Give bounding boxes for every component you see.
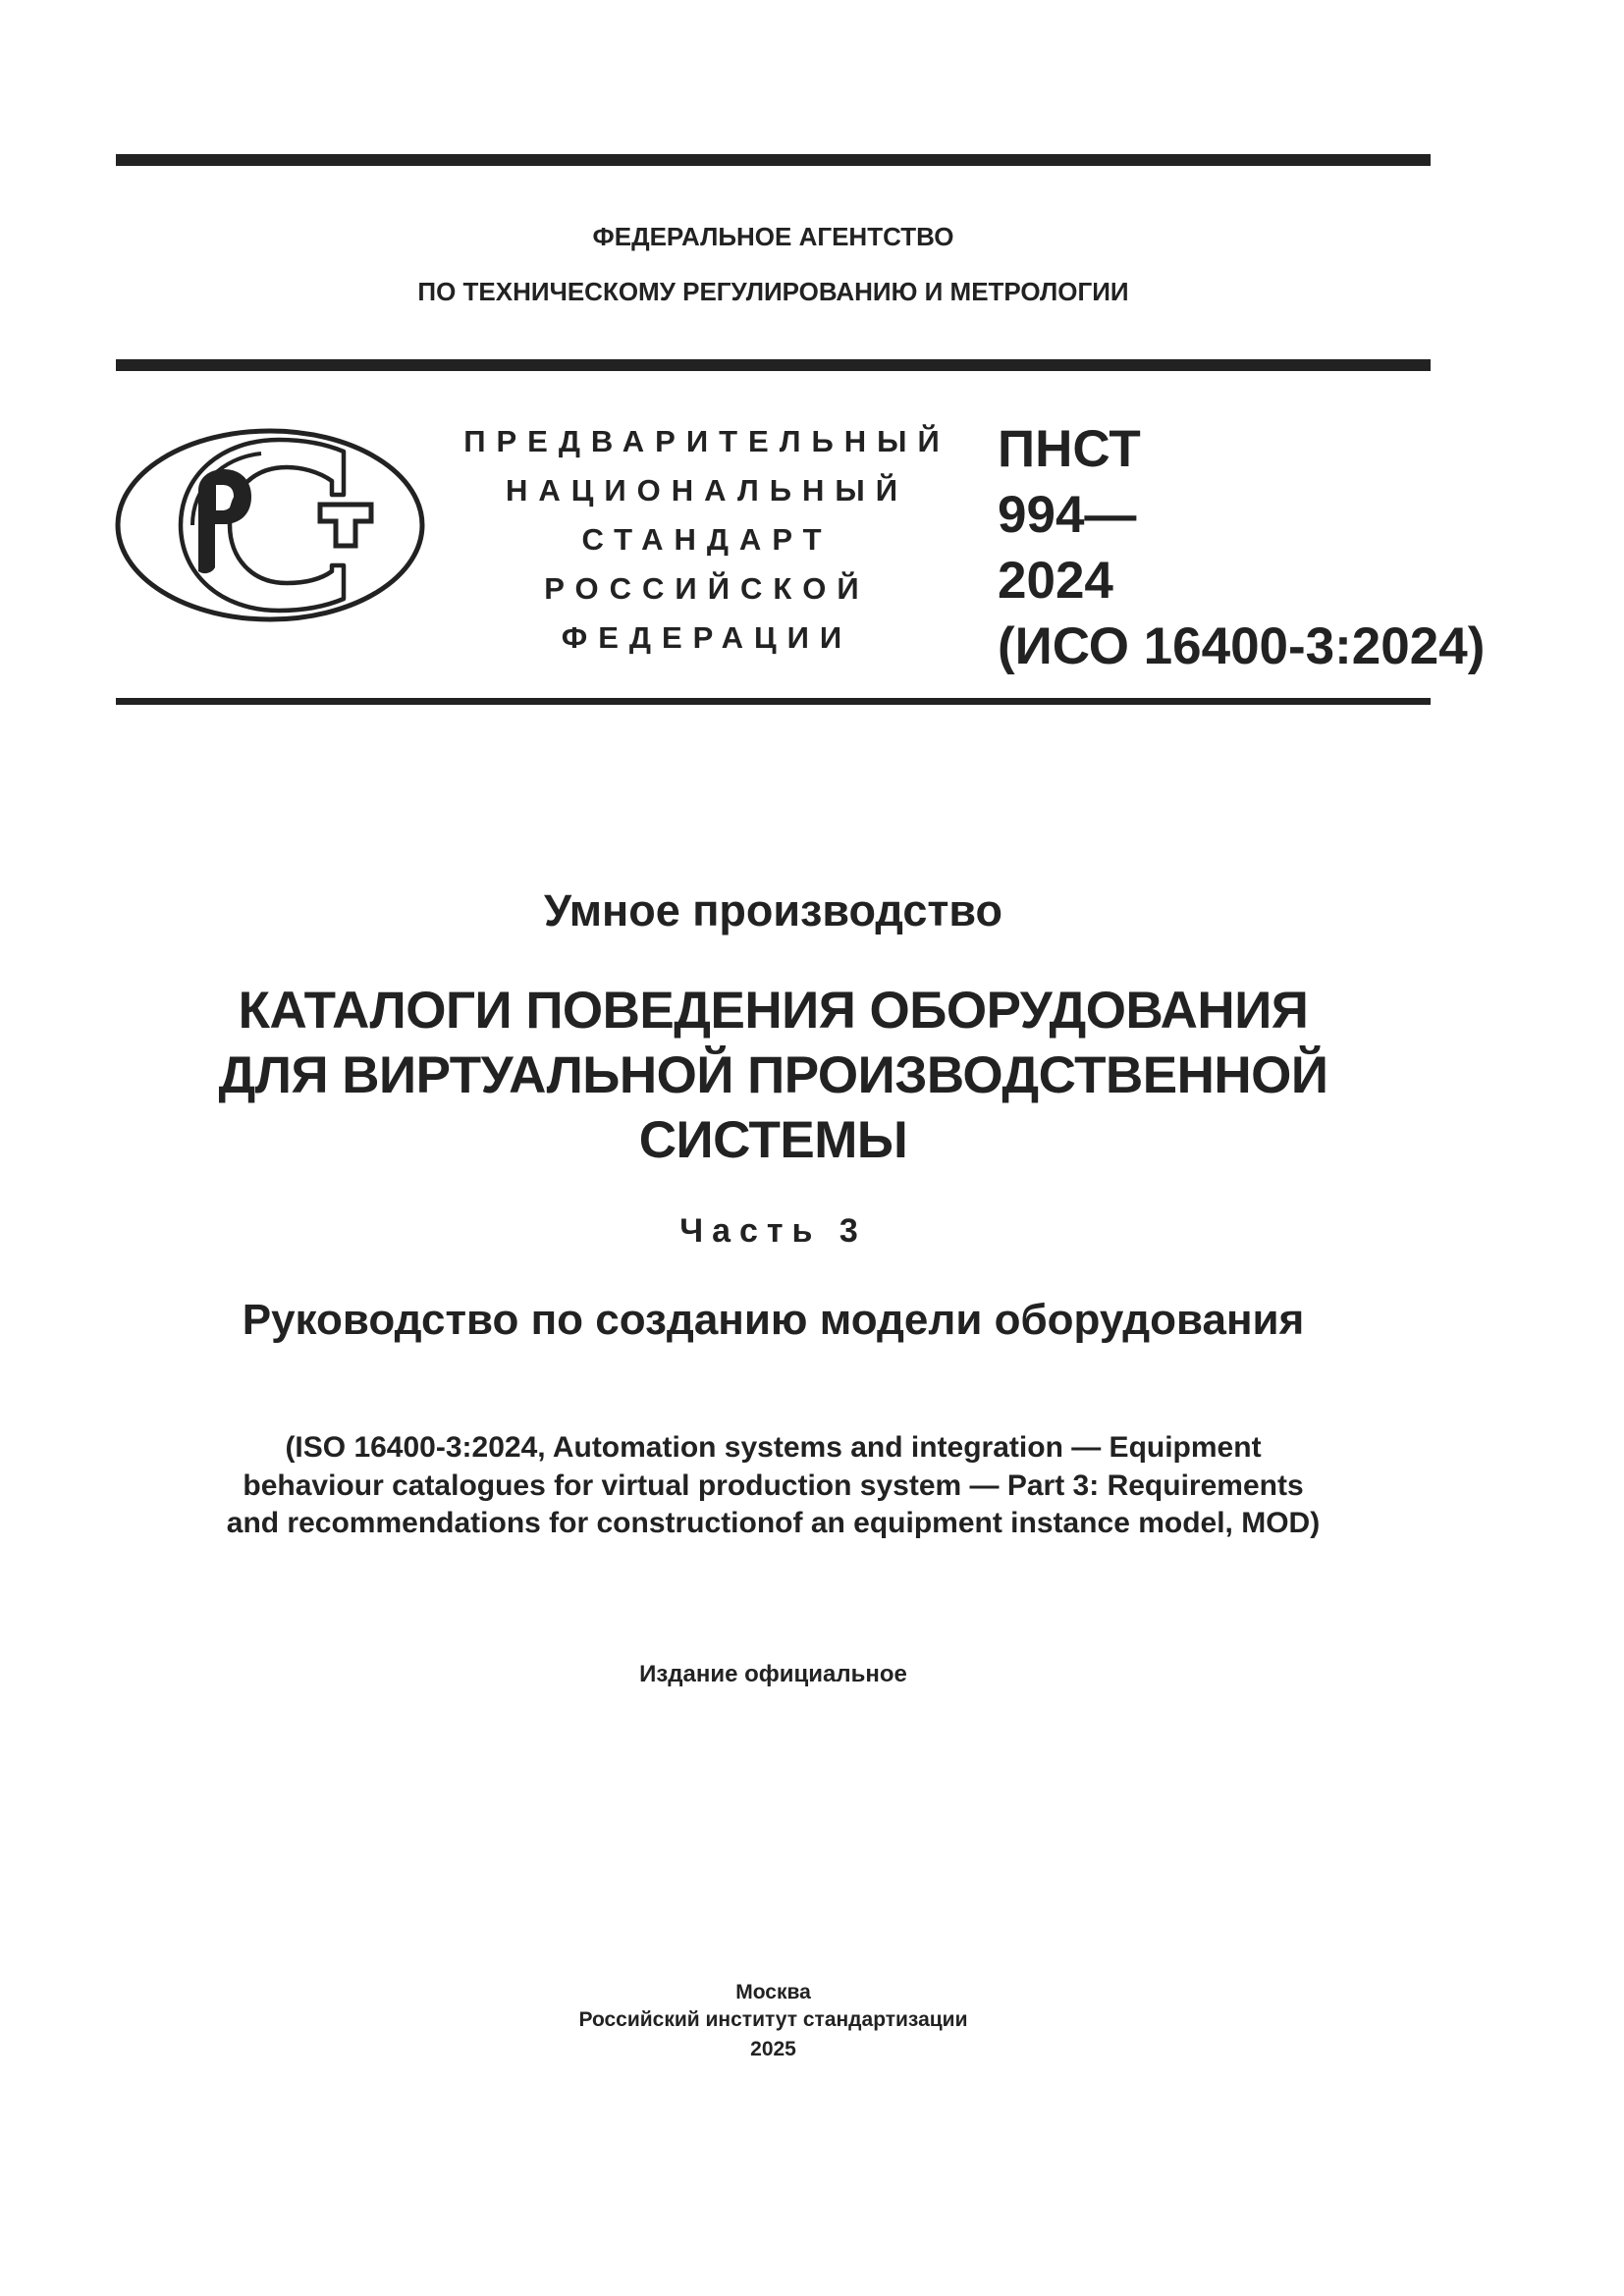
standard-type-line: ПРЕДВАРИТЕЛЬНЫЙ — [463, 424, 950, 458]
publication-year: 2025 — [750, 2038, 796, 2060]
designation-bottom-rule — [116, 698, 1431, 705]
standard-type-line: ФЕДЕРАЦИИ — [561, 620, 853, 655]
designation-number: 994— — [998, 486, 1137, 544]
designation-block — [998, 416, 1485, 679]
designation-code: ПНСТ — [998, 420, 1141, 478]
standard-type-line: НАЦИОНАЛЬНЫЙ — [505, 473, 909, 507]
document-title-line: СИСТЕМЫ — [638, 1111, 908, 1169]
header-bottom-rule — [116, 359, 1431, 371]
agency-name-line2: ПО ТЕХНИЧЕСКОМУ РЕГУЛИРОВАНИЮ И МЕТРОЛОГИИ — [417, 277, 1129, 306]
rst-gost-logo-icon — [114, 426, 428, 626]
standard-type-line: СТАНДАРТ — [581, 522, 833, 557]
document-title-line: ДЛЯ ВИРТУАЛЬНОЙ ПРОИЗВОДСТВЕННОЙ — [218, 1046, 1328, 1104]
document-title-line: КАТАЛОГИ ПОВЕДЕНИЯ ОБОРУДОВАНИЯ — [238, 982, 1309, 1040]
designation-year: 2024 — [998, 552, 1113, 610]
top-rule — [116, 154, 1431, 166]
publication-city: Москва — [735, 1981, 811, 2003]
document-part: Часть 3 — [679, 1212, 867, 1250]
standard-type-line: РОССИЙСКОЙ — [544, 571, 870, 606]
standard-type-block — [461, 417, 952, 663]
iso-reference-line: behaviour catalogues for virtual production system — Part 3: Requirements — [243, 1468, 1304, 1502]
iso-reference-line: (ISO 16400-3:2024, Automation systems and integration — Equipment — [285, 1431, 1262, 1464]
publication-footer — [0, 1979, 1546, 2063]
iso-reference — [0, 1429, 1546, 1543]
edition-label: Издание официальное — [639, 1661, 907, 1687]
document-topic: Умное производство — [544, 885, 1002, 935]
agency-name-line1: ФЕДЕРАЛЬНОЕ АГЕНТСТВО — [592, 222, 954, 251]
document-title — [0, 979, 1546, 1173]
designation-iso-equivalent: (ИСО 16400-3:2024) — [998, 617, 1486, 675]
iso-reference-line: and recommendations for constructionof an equipment instance model, MOD) — [226, 1507, 1321, 1539]
document-subtitle: Руководство по созданию модели оборудования — [242, 1296, 1305, 1344]
publisher-name: Российский институт стандартизации — [578, 2008, 968, 2031]
